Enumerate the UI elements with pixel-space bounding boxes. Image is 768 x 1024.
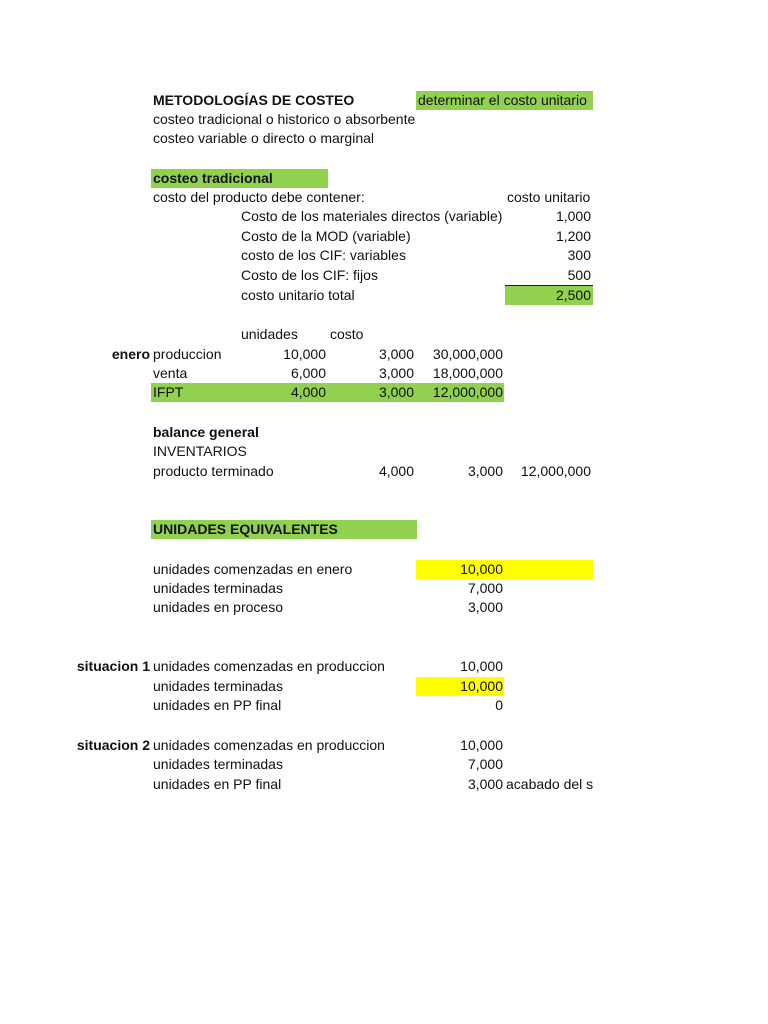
equivalentes-row-label: unidades comenzadas en enero (153, 561, 353, 577)
situacion-2-label: situacion 2 (76, 737, 150, 753)
balance-heading: balance general (153, 424, 259, 440)
balance-row-total: 12,000,000 (520, 463, 591, 479)
enero-row-label: venta (153, 365, 188, 381)
situacion-row-label: unidades terminadas (153, 678, 283, 694)
situacion-note: acabado del s (506, 776, 593, 792)
tradicional-intro: costo del producto debe contener: (153, 189, 365, 205)
situacion-row-value: 10,000 (460, 678, 503, 694)
cost-total-value: 2,500 (555, 287, 591, 303)
cost-item-label: Costo de los materiales directos (variable) (241, 208, 503, 224)
cost-item-value: 1,200 (555, 228, 591, 244)
equivalentes-row-label: unidades en proceso (153, 599, 283, 615)
enero-row-units: 10,000 (283, 346, 326, 362)
enero-row-label: produccion (153, 346, 222, 362)
situacion-row-label: unidades comenzadas en produccion (153, 737, 385, 753)
col-header-unidades: unidades (241, 326, 298, 342)
situacion-row-value: 10,000 (460, 658, 503, 674)
enero-row-cost: 3,000 (378, 365, 414, 381)
situacion-row-value: 0 (495, 697, 503, 713)
situacion-row-label: unidades comenzadas en produccion (153, 658, 385, 674)
equivalentes-row-value: 7,000 (467, 580, 503, 596)
tradicional-heading: costeo tradicional (153, 170, 273, 186)
method-variable-text: costeo variable o directo o marginal (153, 130, 375, 146)
equivalentes-row-value: 10,000 (460, 561, 503, 577)
situacion-1-label: situacion 1 (76, 658, 150, 674)
col-header-costo: costo (330, 326, 364, 342)
enero-row-cost: 3,000 (378, 384, 414, 400)
situacion-row-label: unidades terminadas (153, 756, 283, 772)
inventarios-label: INVENTARIOS (153, 443, 247, 459)
costo-unitario-header: costo unitario (507, 189, 591, 205)
balance-row-units: 4,000 (378, 463, 414, 479)
page-title: METODOLOGÍAS DE COSTEO (153, 92, 355, 108)
equivalentes-heading: UNIDADES EQUIVALENTES (153, 521, 338, 537)
balance-row-label: producto terminado (153, 463, 274, 479)
cost-item-value: 500 (567, 267, 591, 283)
cost-item-value: 300 (567, 247, 591, 263)
enero-row-units: 4,000 (290, 384, 326, 400)
equivalentes-row-label: unidades terminadas (153, 580, 283, 596)
enero-row-total: 18,000,000 (432, 365, 503, 381)
cost-item-label: Costo de los CIF: fijos (241, 267, 378, 283)
situacion-row-value: 3,000 (467, 776, 503, 792)
enero-row-label: IFPT (153, 384, 184, 400)
balance-row-cost: 3,000 (467, 463, 503, 479)
situacion-row-value: 10,000 (460, 737, 503, 753)
method-traditional-text: costeo tradicional o historico o absorbente (153, 111, 416, 127)
goal-cell: determinar el costo unitario (418, 92, 587, 108)
situacion-row-value: 7,000 (467, 756, 503, 772)
cost-item-label: Costo de la MOD (variable) (241, 228, 411, 244)
situacion-row-label: unidades en PP final (153, 776, 282, 792)
cost-item-value: 1,000 (555, 208, 591, 224)
enero-row-units: 6,000 (290, 365, 326, 381)
enero-row-cost: 3,000 (378, 346, 414, 362)
situacion-row-label: unidades en PP final (153, 697, 282, 713)
cost-item-label: costo de los CIF: variables (241, 247, 406, 263)
enero-row-total: 30,000,000 (432, 346, 503, 362)
equivalentes-row-value: 3,000 (467, 599, 503, 615)
cost-total-label: costo unitario total (241, 287, 355, 303)
month-label: enero (111, 346, 150, 362)
enero-row-total: 12,000,000 (432, 384, 503, 400)
